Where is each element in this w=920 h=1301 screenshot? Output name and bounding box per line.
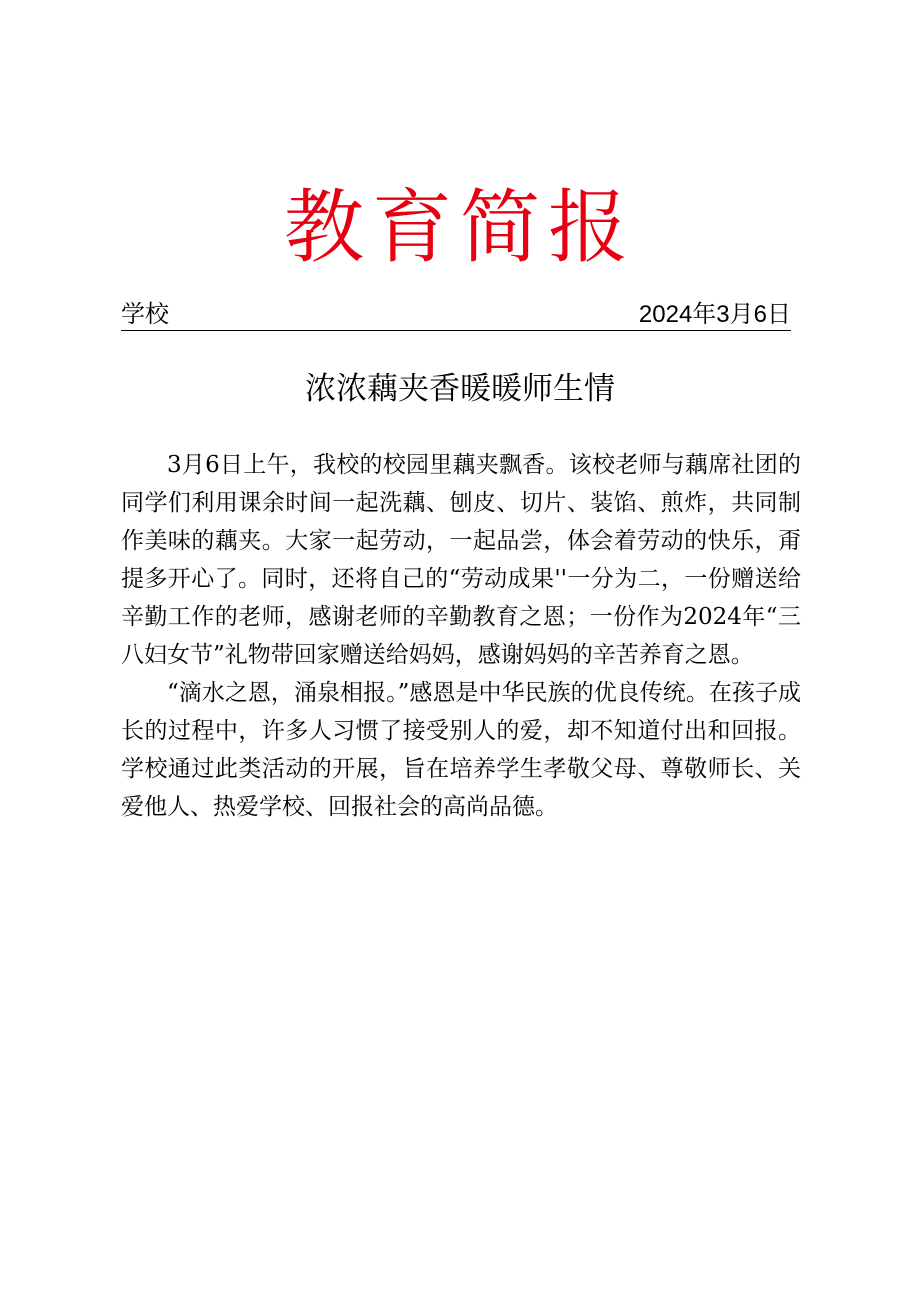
school-label: 学校 — [121, 301, 169, 328]
issue-date: 2024年3月6日 — [638, 301, 791, 328]
article-paragraph: “滴水之恩，涌泉相报。”感恩是中华民族的优良传统。在孩子成长的过程中，许多人习惯了接受别人的爱，却不知道付出和回报。学校通过此类活动的开展，旨在培养学生孝敬父母、尊敬师长、关爱他人、热爱学校、回报社会的高尚品德。 — [121, 680, 801, 820]
article-headline: 浓浓藕夹香暖暖师生情 — [305, 371, 615, 407]
masthead-title: 教育简报 — [284, 181, 636, 274]
article-paragraph: 3月6日上午，我校的校园里藕夹飘香。该校老师与藕席社团的同学们利用课余时间一起洗藕、刨皮、切片、装馅、煎炸，共同制作美味的藕夹。大家一起劳动，一起品尝，体会着劳动的快乐，甭提多开心了。同时，还将自己的“劳动成果''一分为二，一份赠送给辛勤工作的老师，感谢老师的辛勤教育之恩；一份作为2024年“三八妇女节”礼物带回家赠送给妈妈，感谢妈妈的辛苦养育之恩。 — [121, 452, 801, 668]
article-body — [121, 446, 801, 826]
issue-info-line — [121, 300, 791, 331]
